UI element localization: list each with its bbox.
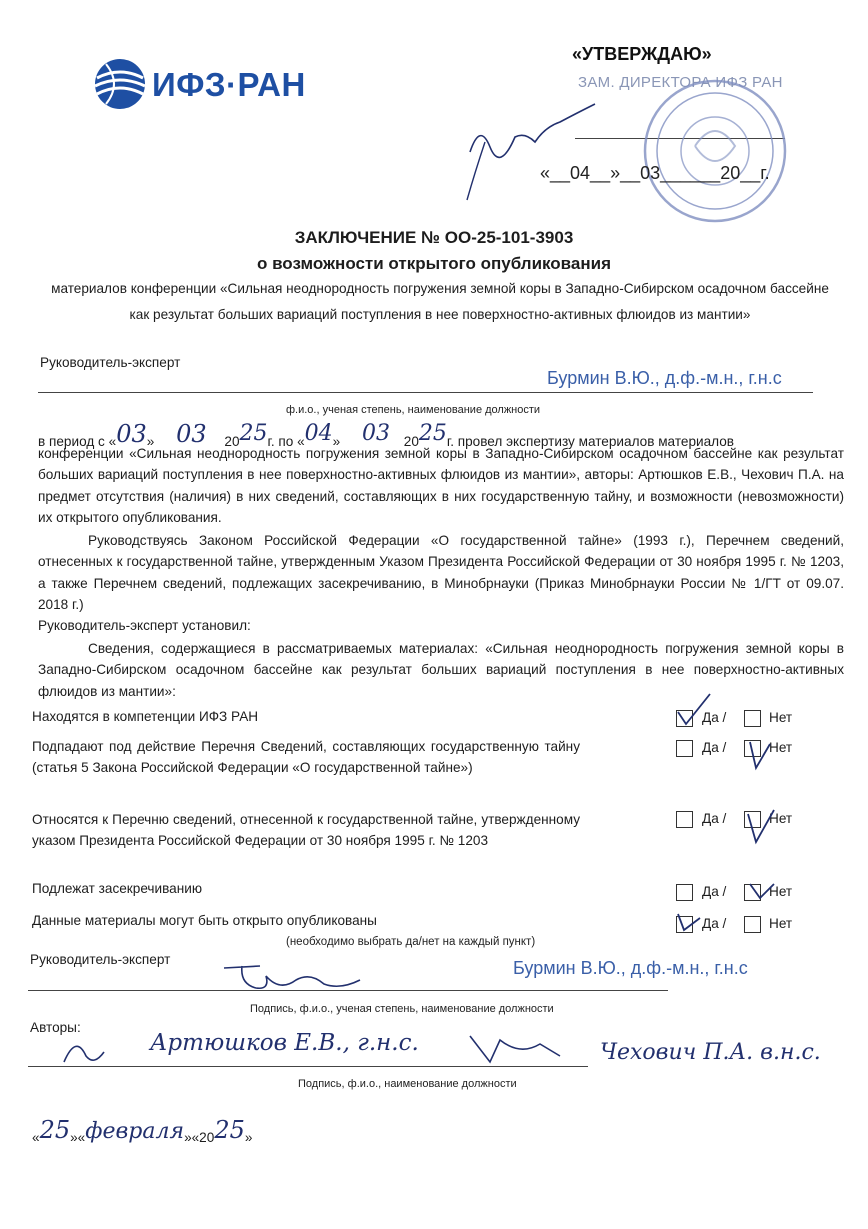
paragraph-4: Сведения, содержащиеся в рассматриваемых материалах: «Сильная неоднородность погружения земной коры в Западно-Сибирском осадочном бассейне как результат больших вариаций поступления в нее поверхностно-активных флюидов из мантии»:: [38, 641, 844, 699]
authors-handwritten-1: Артюшков Е.В., г.н.с.: [150, 1030, 419, 1056]
paragraph-1: конференции «Сильная неоднородность погружения земной коры в Западно-Сибирском осадочном бассейне как результат больших вариаций поступления в нее поверхностно-активных флюидов из мантии», авторы: Артюшков Е.В., Чехович П.А. на предмет отсутствия (наличия) в них сведений, составляющих в них государственную тайну, и возможности (невозможности) их открытого опубликования.: [38, 446, 844, 525]
approval-date: «__04__»__03______20__г.: [540, 163, 770, 183]
q4-yes-label: Да /: [702, 884, 727, 899]
expert-label: Руководитель-эксперт: [40, 355, 181, 370]
final-day: 25: [39, 1116, 71, 1144]
q3-no-mark: [748, 810, 774, 842]
conclusion-subtitle: о возможности открытого опубликования: [256, 254, 612, 273]
deputy-title: ЗАМ. ДИРЕКТОРА ИФЗ РАН: [578, 74, 783, 91]
final-date: [32, 1116, 253, 1148]
year-prefix-a: 20: [224, 434, 240, 449]
expert-caption: ф.и.о., ученая степень, наименование должности: [286, 404, 541, 416]
sign-expert-name: Бурмин В.Ю., д.ф.-м.н., г.н.с: [513, 958, 748, 978]
logo-text: ИФЗ·РАН: [152, 66, 306, 103]
q3-yes-label: Да /: [702, 811, 727, 826]
director-signature: [455, 92, 615, 202]
sign-label: Руководитель-эксперт: [30, 952, 171, 967]
paragraph-2: Руководствуясь Законом Российской Федерации «О государственной тайне» (1993 г.), Перечнем сведений, отнесенных к государственной тайне, утвержденным Указом Президента Российской Федерации от 30 ноября 1995 г. № 1203, а также Перечнем сведений, подлежащих засекречиванию, в Минобрнауки (Приказ Минобрнауки России № 1/ГТ от 09.07. 2018 г.): [38, 533, 844, 612]
question-2: Подпадают под действие Перечня Сведений, составляющих государственную тайну (статья 5 Закона Российской Федерации «О государственной тайне»): [32, 739, 580, 776]
globe-icon: [92, 56, 148, 112]
selection-note: (необходимо выбрать да/нет на каждый пункт): [286, 936, 536, 948]
period-po: г. по «: [267, 434, 305, 449]
q3-no-label: Нет: [769, 811, 793, 826]
to-year: 25: [418, 421, 447, 446]
authors-line: [28, 1066, 588, 1067]
question-3: Относятся к Перечню сведений, отнесенной к государственной тайне, утвержденному указом Президента Российской Федерации от 30 ноября 1995 г. № 1203: [32, 812, 580, 849]
sep-2: »: [332, 434, 341, 449]
q1-no-label: Нет: [769, 710, 793, 725]
from-year: 25: [239, 421, 268, 446]
final-q4: »: [244, 1130, 253, 1145]
final-q3: »«20: [184, 1130, 215, 1145]
from-month: 03: [176, 420, 207, 448]
q5-no-label: Нет: [769, 916, 793, 931]
paragraph-3: Руководитель-эксперт установил:: [38, 618, 251, 633]
q1-yes-label: Да /: [702, 710, 727, 725]
q1-yes-mark: [678, 694, 710, 724]
question-5: Данные материалы могут быть открыто опубликованы: [32, 913, 377, 928]
period-prefix: в период с «: [38, 434, 117, 449]
q2-no-label: Нет: [769, 740, 793, 755]
to-day: 04: [304, 421, 333, 446]
question-1: Находятся в компетенции ИФЗ РАН: [32, 709, 259, 724]
sign-line: [28, 990, 668, 991]
expert-name: Бурмин В.Ю., д.ф.-м.н., г.н.с: [547, 368, 782, 388]
check-marks: [670, 690, 810, 940]
period-suffix: г. провел экспертизу материалов материалов: [446, 434, 735, 449]
authors-handwritten-2: Чехович П.А. в.н.с.: [600, 1040, 821, 1065]
sign-caption: Подпись, ф.и.о., ученая степень, наименование должности: [250, 1003, 554, 1015]
q5-yes-mark: [678, 914, 700, 930]
question-4: Подлежат засекречиванию: [32, 881, 203, 896]
stamp-seal: [640, 76, 790, 226]
conclusion-number: ЗАКЛЮЧЕНИЕ № ОО-25-101-3903: [294, 228, 574, 247]
final-q2: »«: [70, 1130, 86, 1145]
authors-caption: Подпись, ф.и.о., наименование должности: [298, 1078, 517, 1090]
q5-yes-label: Да /: [702, 916, 727, 931]
final-q1: «: [32, 1130, 40, 1145]
q4-no-label: Нет: [769, 884, 793, 899]
year-prefix-b: 20: [403, 434, 419, 449]
conclusion-subject: материалов конференции «Сильная неоднородность погружения земной коры в Западно-Сибирском осадочном бассейне как результат больших вариаций поступления в нее поверхностно-активных флюидов из мантии»: [51, 281, 829, 322]
final-year: 25: [214, 1116, 245, 1144]
to-month: 03: [362, 421, 390, 446]
expert-line: [38, 392, 813, 393]
authors-label: Авторы:: [30, 1020, 81, 1035]
q4-no-mark: [750, 884, 774, 898]
final-month: февраля: [85, 1119, 185, 1144]
q2-yes-label: Да /: [702, 740, 727, 755]
from-day: 03: [116, 420, 147, 448]
authors-signatures: [60, 1026, 600, 1076]
q2-no-mark: [750, 742, 770, 768]
approve-heading: «УТВЕРЖДАЮ»: [572, 44, 712, 64]
sep-1: »: [146, 434, 155, 449]
